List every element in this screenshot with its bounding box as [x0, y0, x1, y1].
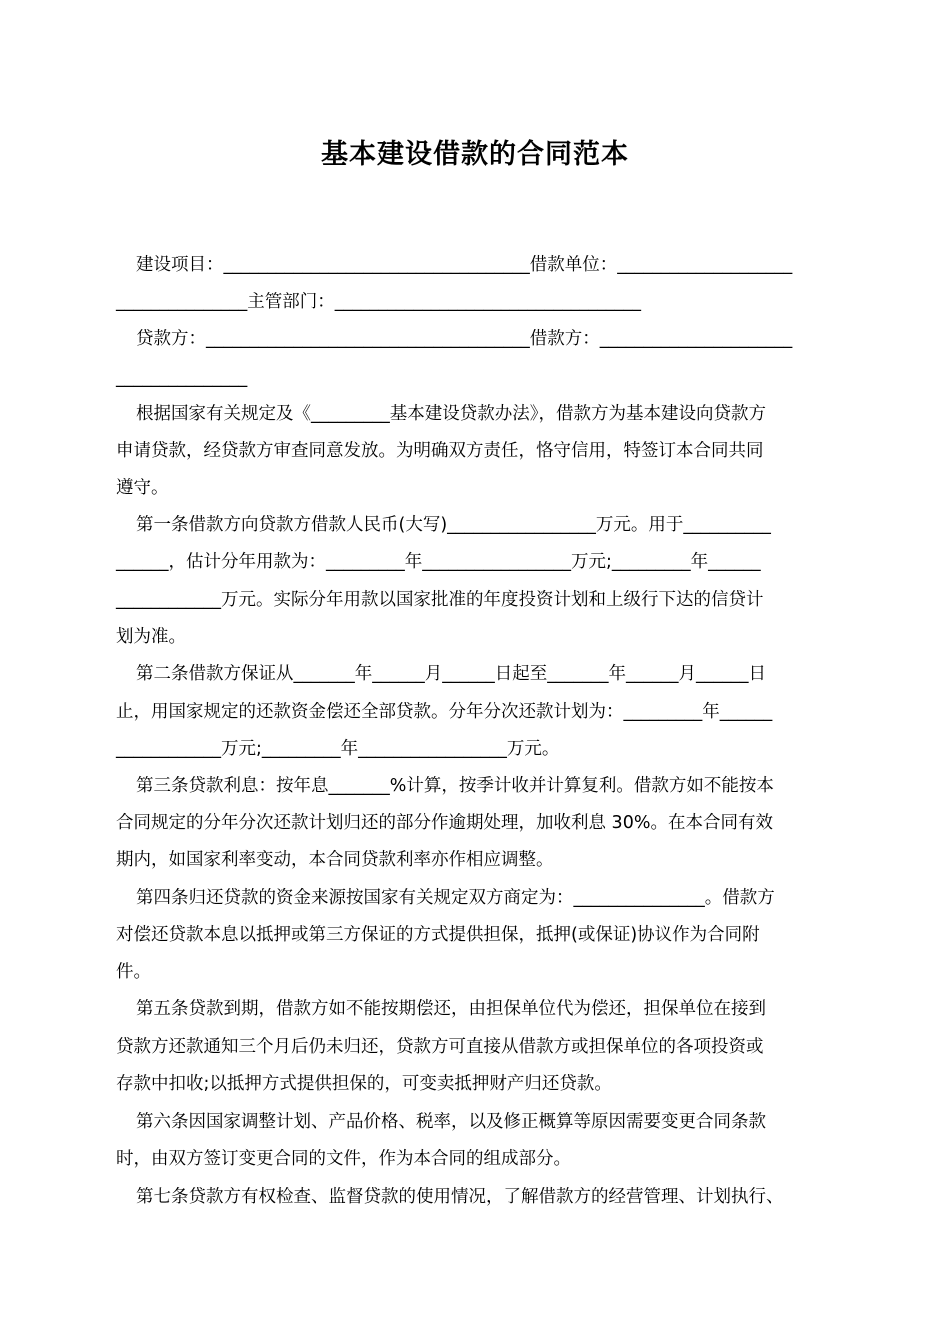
article-1-line: 第一条借款方向贷款方借款人民币(大写)_________________万元。用于__________ — [136, 515, 771, 535]
field-line-parties: 贷款方：_____________________________________借款方：______________________ — [136, 329, 793, 349]
paragraph-line: 遵守。 — [116, 478, 169, 498]
article-1-line: 划为准。 — [116, 627, 186, 647]
article-4-line: 第四条归还贷款的资金来源按国家有关规定双方商定为：_______________。借款方 — [136, 888, 775, 908]
article-2-line: ____________万元;_________年_________________万元。 — [116, 739, 560, 759]
article-6-line: 时，由双方签订变更合同的文件，作为本合同的组成部分。 — [116, 1149, 571, 1169]
article-4-line: 件。 — [116, 962, 151, 982]
article-3-line: 第三条贷款利息：按年息_______%计算，按季计收并计算复利。借款方如不能按本 — [136, 776, 774, 796]
article-5-line: 存款中扣收;以抵押方式提供担保的，可变卖抵押财产归还贷款。 — [116, 1074, 612, 1094]
article-5-line: 第五条贷款到期，借款方如不能按期偿还，由担保单位代为偿还，担保单位在接到 — [136, 999, 766, 1019]
article-3-line: 期内，如国家利率变动，本合同贷款利率亦作相应调整。 — [116, 850, 554, 870]
article-2-line: 第二条借款方保证从_______年______月______日起至_______年______月______日 — [136, 664, 766, 684]
paragraph-line: 根据国家有关规定及《_________基本建设贷款办法》，借款方为基本建设向贷款方 — [136, 404, 766, 424]
article-7-line: 第七条贷款方有权检查、监督贷款的使用情况，了解借款方的经营管理、计划执行、 — [136, 1187, 784, 1207]
paragraph-line: 申请贷款，经贷款方审查同意发放。为明确双方责任，恪守信用，特签订本合同共同 — [116, 441, 764, 461]
article-2-line: 止，用国家规定的还款资金偿还全部贷款。分年分次还款计划为：_________年______ — [116, 702, 773, 722]
article-1-line: ______，估计分年用款为：_________年_________________万元;_________年______ — [116, 552, 761, 572]
article-5-line: 贷款方还款通知三个月后仍未归还，贷款方可直接从借款方或担保单位的各项投资或 — [116, 1037, 764, 1057]
article-3-line: 合同规定的分年分次还款计划归还的部分作逾期处理，加收利息 30%。在本合同有效 — [116, 813, 773, 833]
document-title: 基本建设借款的合同范本 — [321, 139, 629, 170]
field-line-department: _______________主管部门：___________________________________ — [116, 292, 641, 312]
article-1-line: ____________万元。实际分年用款以国家批准的年度投资计划和上级行下达的信贷计 — [116, 590, 764, 610]
article-4-line: 对偿还贷款本息以抵押或第三方保证的方式提供担保，抵押(或保证)协议作为合同附 — [116, 925, 760, 945]
article-6-line: 第六条因国家调整计划、产品价格、税率，以及修正概算等原因需要变更合同条款 — [136, 1112, 766, 1132]
field-line-project: 建设项目：___________________________________借款单位：____________________ — [136, 255, 793, 275]
field-line-continuation: _______________ — [116, 368, 248, 388]
